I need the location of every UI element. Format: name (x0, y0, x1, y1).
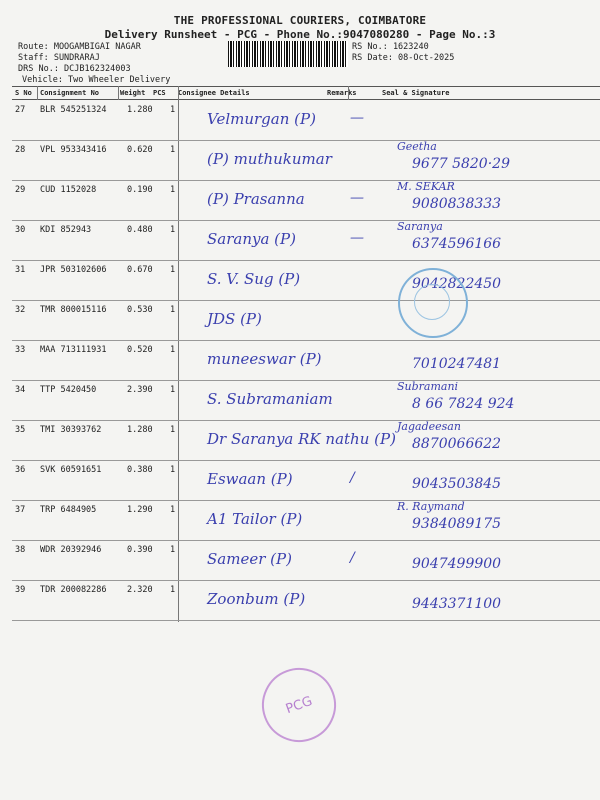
col-seal: Seal & Signature (382, 89, 450, 97)
table-row (12, 380, 600, 420)
drs-number: DRS No.: DCJB162324003 (18, 64, 131, 74)
row-phone-handwriting: 9047499900 (412, 556, 502, 572)
table-row (12, 420, 600, 460)
col-divider (348, 86, 349, 100)
vehicle-label: Vehicle: Two Wheeler Delivery (22, 75, 171, 85)
col-divider (37, 86, 38, 100)
row-pcs: 1 (170, 185, 176, 195)
row-weight: 0.620 (127, 145, 153, 155)
row-weight: 0.190 (127, 185, 153, 195)
row-signature: M. SEKAR (397, 180, 455, 193)
row-consignment-no: CUD 1152028 (40, 185, 97, 195)
row-remarks-mark: — (350, 110, 364, 126)
row-consignment-no: JPR 503102606 (40, 265, 107, 275)
row-consignee-handwriting: Velmurgan (P) (207, 110, 316, 128)
row-sno: 38 (15, 545, 26, 555)
row-consignment-no: SVK 60591651 (40, 465, 102, 475)
row-phone-handwriting: 6374596166 (412, 236, 502, 252)
row-weight: 1.280 (127, 105, 153, 115)
row-phone-handwriting: 8 66 7824 924 (412, 396, 515, 412)
row-consignment-no: TMI 30393762 (40, 425, 102, 435)
row-pcs: 1 (170, 105, 176, 115)
table-row (12, 180, 600, 220)
row-divider (12, 620, 600, 621)
row-signature: Saranya (397, 220, 443, 233)
table-row (12, 500, 600, 540)
row-consignment-no: TDR 200082286 (40, 585, 107, 595)
row-remarks-mark: / (350, 550, 355, 566)
row-weight: 2.390 (127, 385, 153, 395)
pcg-stamp (252, 658, 347, 753)
row-weight: 0.530 (127, 305, 153, 315)
row-consignment-no: VPL 953343416 (40, 145, 107, 155)
row-consignee-handwriting: muneeswar (P) (207, 350, 322, 368)
row-consignment-no: WDR 20392946 (40, 545, 102, 555)
row-consignment-no: MAA 713111931 (40, 345, 107, 355)
row-consignee-handwriting: Saranya (P) (207, 230, 296, 248)
row-remarks-mark: / (350, 470, 355, 486)
row-consignee-handwriting: Dr Saranya RK nathu (P) (207, 430, 396, 448)
row-signature: Geetha (397, 140, 437, 153)
row-phone-handwriting: 9042822450 (412, 276, 502, 292)
blue-seal-stamp (398, 268, 468, 338)
row-phone-handwriting: 9080838333 (412, 196, 502, 212)
row-phone-handwriting: 9443371100 (412, 596, 502, 612)
row-weight: 0.480 (127, 225, 153, 235)
row-sno: 35 (15, 425, 26, 435)
table-row (12, 260, 600, 300)
company-title: THE PROFESSIONAL COURIERS, COIMBATORE (173, 14, 427, 27)
row-sno: 31 (15, 265, 26, 275)
row-sno: 33 (15, 345, 26, 355)
row-remarks-mark: — (350, 230, 364, 246)
row-phone-handwriting: 9384089175 (412, 516, 502, 532)
row-pcs: 1 (170, 345, 176, 355)
table-row (12, 340, 600, 380)
row-sno: 29 (15, 185, 26, 195)
row-sno: 28 (15, 145, 26, 155)
row-phone-handwriting: 7010247481 (412, 356, 502, 372)
rs-date: RS Date: 08-Oct-2025 (352, 53, 455, 63)
row-weight: 0.390 (127, 545, 153, 555)
row-consignment-no: TMR 800015116 (40, 305, 107, 315)
row-sno: 37 (15, 505, 26, 515)
table-row (12, 140, 600, 180)
row-pcs: 1 (170, 305, 176, 315)
table-row (12, 300, 600, 340)
row-consignee-handwriting: Eswaan (P) (207, 470, 293, 488)
row-consignment-no: TTP 5420450 (40, 385, 97, 395)
table-row (12, 100, 600, 140)
table-row (12, 460, 600, 500)
col-weight: Weight (120, 89, 146, 97)
row-signature: Subramani (397, 380, 459, 393)
row-weight: 2.320 (127, 585, 153, 595)
row-weight: 0.520 (127, 345, 153, 355)
row-phone-handwriting: 8870066622 (412, 436, 502, 452)
row-pcs: 1 (170, 465, 176, 475)
col-consignment: Consignment No (40, 89, 100, 97)
row-consignee-handwriting: S. V. Sug (P) (207, 270, 301, 288)
row-pcs: 1 (170, 145, 176, 155)
runsheet-subtitle: Delivery Runsheet - PCG - Phone No.:9047080280 - Page No.:3 (104, 28, 496, 41)
row-sno: 36 (15, 465, 26, 475)
row-sno: 27 (15, 105, 26, 115)
row-weight: 0.380 (127, 465, 153, 475)
table-row (12, 580, 600, 620)
row-weight: 1.290 (127, 505, 153, 515)
row-pcs: 1 (170, 385, 176, 395)
row-remarks-mark: — (350, 190, 364, 206)
row-pcs: 1 (170, 425, 176, 435)
row-signature: Jagadeesan (397, 420, 461, 433)
barcode-image (228, 41, 348, 67)
col-pcs: PCS (153, 89, 166, 97)
row-pcs: 1 (170, 225, 176, 235)
table-row (12, 220, 600, 260)
row-sno: 39 (15, 585, 26, 595)
row-consignee-handwriting: Zoonbum (P) (207, 590, 306, 608)
pcg-stamp-text: PCG (283, 693, 315, 717)
col-sno: S No (15, 89, 32, 97)
row-pcs: 1 (170, 505, 176, 515)
row-pcs: 1 (170, 265, 176, 275)
row-consignment-no: TRP 6484905 (40, 505, 97, 515)
row-phone-handwriting: 9043503845 (412, 476, 502, 492)
row-sno: 30 (15, 225, 26, 235)
row-pcs: 1 (170, 585, 176, 595)
row-pcs: 1 (170, 545, 176, 555)
row-consignee-handwriting: S. Subramaniam (207, 390, 333, 408)
row-weight: 0.670 (127, 265, 153, 275)
row-weight: 1.280 (127, 425, 153, 435)
row-phone-handwriting: 9677 5820·29 (412, 156, 510, 172)
col-divider (118, 86, 119, 100)
rs-number: RS No.: 1623240 (352, 42, 429, 52)
col-consignee: Consignee Details (178, 89, 250, 97)
header-top-rule (12, 86, 600, 87)
row-signature: R. Raymand (397, 500, 465, 513)
row-consignment-no: BLR 545251324 (40, 105, 107, 115)
row-consignee-handwriting: Sameer (P) (207, 550, 292, 568)
row-consignment-no: KDI 852943 (40, 225, 92, 235)
row-consignee-handwriting: A1 Tailor (P) (207, 510, 303, 528)
row-sno: 34 (15, 385, 26, 395)
table-row (12, 540, 600, 580)
col-remarks: Remarks (327, 89, 357, 97)
row-consignee-handwriting: (P) muthukumar (207, 150, 332, 168)
row-sno: 32 (15, 305, 26, 315)
row-consignee-handwriting: (P) Prasanna (207, 190, 305, 208)
row-consignee-handwriting: JDS (P) (207, 310, 262, 328)
staff-label: Staff: SUNDRARAJ (18, 53, 100, 63)
route-label: Route: MOOGAMBIGAI NAGAR (18, 42, 141, 52)
